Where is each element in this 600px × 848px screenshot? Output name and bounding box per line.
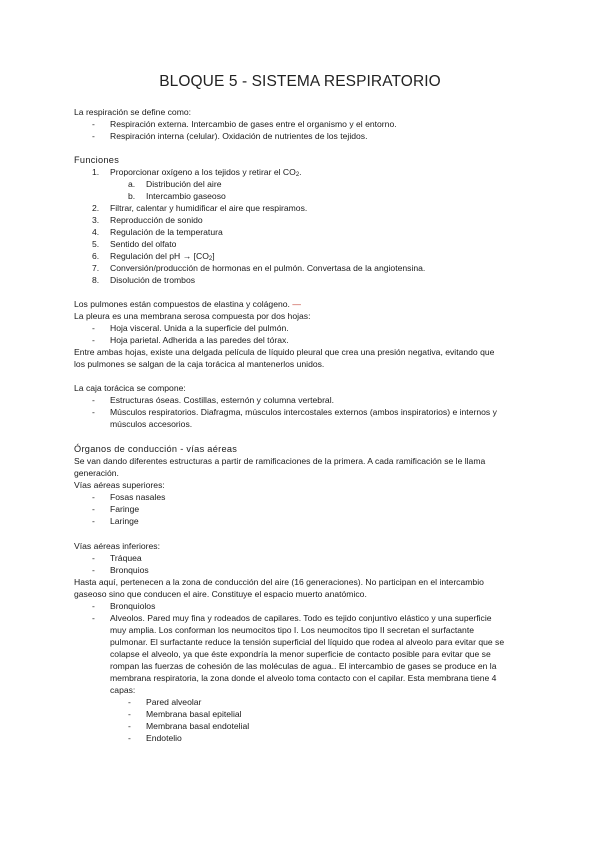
funcion-end: ]	[212, 251, 215, 261]
co2-subscript: 2	[208, 256, 213, 262]
list-number: 8.	[92, 275, 100, 285]
bullet-dash: -	[92, 492, 95, 502]
funcion-subitem: Distribución del aire	[146, 179, 222, 189]
bullet-dash: -	[92, 601, 95, 611]
list-number: 6.	[92, 251, 100, 261]
bullet-dash: -	[92, 613, 95, 623]
sub-marker: a.	[128, 179, 136, 189]
funcion-text: Regulación del pH → [CO	[110, 251, 209, 261]
caja-item: Estructuras óseas. Costillas, esternón y columna vertebral.	[110, 395, 335, 405]
pulmones-text: Los pulmones están compuestos de elastina y colágeno.	[74, 299, 290, 309]
bullet-dash: -	[92, 504, 95, 514]
bullet-dash: -	[128, 721, 131, 731]
bullet-dash: -	[92, 395, 95, 405]
list-number: 3.	[92, 215, 100, 225]
alveolos-line: colapse el alveolo, ya que éste expondría la menor superficie de contacto posible para evitar que se	[110, 649, 491, 659]
conduccion-paragraph: gaseoso sino que conducen el aire. Constituye el espacio muerto anatómico.	[74, 589, 367, 599]
alveolos-line: Alveolos. Pared muy fina y rodeados de capilares. Todo es tejido conjuntivo elástico y una superficie	[110, 613, 492, 623]
organos-paragraph: generación.	[74, 468, 119, 478]
funcion-subitem: Intercambio gaseoso	[146, 191, 226, 201]
funciones-heading: Funciones	[74, 155, 120, 165]
via-superior-item: Faringe	[110, 504, 140, 514]
pulmones-line	[74, 299, 301, 311]
bullet-dash: -	[128, 733, 131, 743]
alveolos-line: pulmonar. El surfactante reduce la tensión superficial del líquido que rodea al alveolo para evitar que se	[110, 637, 505, 647]
pleura-item: Hoja parietal. Adherida a las paredes del tórax.	[110, 335, 289, 345]
capa-item: Membrana basal epitelial	[146, 709, 242, 719]
capa-item: Pared alveolar	[146, 697, 202, 707]
alveolos-line: muy amplia. Los conforman los neumocitos tipo I. Los neumocitos tipo II secretan el surfactante	[110, 625, 474, 635]
definition-item: Respiración interna (celular). Oxidación de nutrientes de los tejidos.	[110, 131, 368, 141]
alveolos-line: rompan las fuerzas de cohesión de las moléculas de agua.. El intercambio de gases se produce en la	[110, 661, 497, 671]
red-mark: —	[292, 299, 301, 309]
funcion-item: Regulación de la temperatura	[110, 227, 223, 237]
pleura-paragraph: los pulmones se salgan de la caja torácica al mantenerlos unidos.	[74, 359, 325, 369]
bullet-dash: -	[92, 131, 95, 141]
definition-intro: La respiración se define como:	[74, 107, 192, 117]
bronquiolos-item: Bronquiolos	[110, 601, 156, 611]
via-superior-item: Fosas nasales	[110, 492, 166, 502]
funcion-end: .	[299, 167, 302, 177]
capa-item: Endotelio	[146, 733, 182, 743]
page-title: BLOQUE 5 - SISTEMA RESPIRATORIO	[159, 73, 441, 90]
alveolos-line: membrana respiratoria, la zona donde el alveolo toma contacto con el capilar. Esta membrana tiene 4	[110, 673, 497, 683]
funcion-item: Filtrar, calentar y humidificar el aire que respiramos.	[110, 203, 308, 213]
funcion-item: Reproducción de sonido	[110, 215, 203, 225]
bullet-dash: -	[128, 709, 131, 719]
list-number: 1.	[92, 167, 100, 177]
funcion-item: Sentido del olfato	[110, 239, 177, 249]
list-number: 5.	[92, 239, 100, 249]
inferiores-label: Vías aéreas inferiores:	[74, 541, 160, 551]
sub-marker: b.	[128, 191, 136, 201]
via-inferior-item: Tráquea	[110, 553, 142, 563]
bullet-dash: -	[92, 553, 95, 563]
bullet-dash: -	[92, 516, 95, 526]
list-number: 4.	[92, 227, 100, 237]
co2-subscript: 2	[295, 172, 300, 178]
organos-paragraph: Se van dando diferentes estructuras a partir de ramificaciones de la primera. A cada ramificación se le llama	[74, 456, 486, 466]
pleura-item: Hoja visceral. Unida a la superficie del pulmón.	[110, 323, 289, 333]
funcion-text: Proporcionar oxígeno a los tejidos y retirar el CO	[110, 167, 296, 177]
caja-item-cont: músculos accesorios.	[110, 419, 193, 429]
bullet-dash: -	[92, 323, 95, 333]
bullet-dash: -	[92, 407, 95, 417]
alveolos-line: capas:	[110, 685, 136, 695]
funcion-item: Conversión/producción de hormonas en el pulmón. Convertasa de la angiotensina.	[110, 263, 426, 273]
list-number: 7.	[92, 263, 100, 273]
superiores-label: Vías aéreas superiores:	[74, 480, 165, 490]
bullet-dash: -	[128, 697, 131, 707]
via-superior-item: Laringe	[110, 516, 139, 526]
conduccion-paragraph: Hasta aquí, pertenecen a la zona de conducción del aire (16 generaciones). No participan en el intercambio	[74, 577, 484, 587]
bullet-dash: -	[92, 119, 95, 129]
capa-item: Membrana basal endotelial	[146, 721, 250, 731]
caja-intro: La caja torácica se compone:	[74, 383, 186, 393]
bullet-dash: -	[92, 565, 95, 575]
pleura-line: La pleura es una membrana serosa compuesta por dos hojas:	[74, 311, 311, 321]
list-number: 2.	[92, 203, 100, 213]
pleura-paragraph: Entre ambas hojas, existe una delgada película de líquido pleural que crea una presión negativa, evitando que	[74, 347, 495, 357]
organos-heading: Órganos de conducción - vías aéreas	[74, 444, 238, 454]
funcion-item: Disolución de trombos	[110, 275, 196, 285]
caja-item: Músculos respiratorios. Diafragma, músculos intercostales externos (ambos inspiratorios) e internos y	[110, 407, 497, 417]
bullet-dash: -	[92, 335, 95, 345]
via-inferior-item: Bronquios	[110, 565, 149, 575]
definition-item: Respiración externa. Intercambio de gases entre el organismo y el entorno.	[110, 119, 397, 129]
